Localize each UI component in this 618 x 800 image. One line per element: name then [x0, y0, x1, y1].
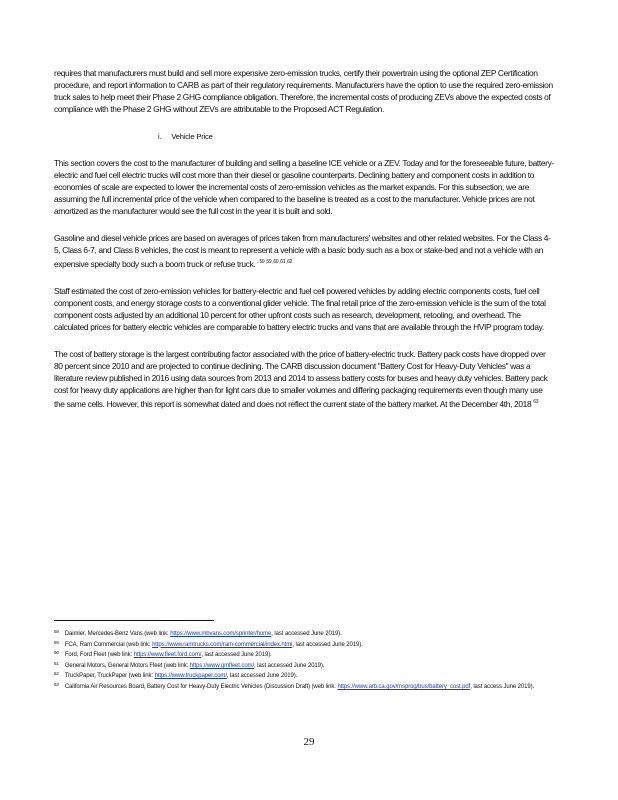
footnote-59: $^{59}$ FCA, Ram Commercial (web link: https://www.ramtrucks.com/ram-commercial/index.html, last accessed June 2019).	[54, 639, 363, 648]
footnote-61: $^{61}$ General Motors, General Motors Fleet (web link: https://www.gmfleet.com/, last accessed June 2019).	[54, 660, 325, 669]
footnotes	[54, 628, 554, 692]
footnote-62: $^{62}$ TruckPaper, TruckPaper (web link: https://www.truckpaper.com/, last accessed June 2019).	[54, 671, 298, 680]
footnote-link[interactable]: https://www.arb.ca.gov/msprog/bus/battery_cost.pdf	[337, 683, 471, 690]
paragraph-vehicle-cost: This section covers the cost to the manufacturer of building and selling a baseline ICE vehicle or a ZEV. Today and for the foreseeable future, battery-electric and fuel cell electric trucks will cost more than their diesel or gasoline counterparts. Declining battery and component costs in addition to economies of scale are expected to lower the incremental costs of zero-emission vehicles as the market expands. For this subsection, we are assuming the full incremental price of the vehicle when compared to the baseline is treated as a cost to the manufacturer. Vehicle prices are not amortized as the manufacturer would see the full cost in the year it is built and sold.	[54, 158, 554, 216]
footnote-refs-58-62[interactable]: . 59 ,59 ,60 ,61 ,62	[257, 259, 293, 265]
footnote-link[interactable]: https://www.mbvans.com/sprinter/home	[170, 631, 272, 637]
body-text	[54, 67, 554, 410]
section-subheading	[158, 132, 554, 142]
footnote-link[interactable]: https://www.truckpaper.com/	[154, 673, 227, 680]
subheading-number: i.	[158, 132, 162, 141]
paragraph-staff-estimate: Staff estimated the cost of zero-emission vehicles for battery-electric and fuel cell powered vehicles by adding electric components costs, fuel cell component costs, and energy storage costs to a conventional glider vehicle. The final retail price of the zero-emission vehicle is the sum of the total component costs adjusted by an additional 10 percent for other upfront costs such as research, development, retooling, and overhead. The calculated prices for battery electric vehicles are comparable to battery electric trucks and vans that are available through the HVIP program today.	[54, 285, 546, 332]
footnote-link[interactable]: https://www.gmfleet.com/	[189, 662, 255, 669]
paragraph-battery-storage-text: The cost of battery storage is the largest contributing factor associated with the price of battery-electric truck. Battery pack costs have dropped over 80 percent since 2010 and are projected to continue declining. The CARB discussion document "Battery Cost for Heavy-Duty Vehicles" was a literature review published in 2016 using data sources from 2013 and 2014 to assess battery costs for buses and heavy duty vehicles. Battery pack cost for heavy duty applications are higher than for light cars due to smaller volumes and differing packaging requirements even though many use the same cells. However, this report is somewhat dated and does not reflect the current state of the battery market. At the December 4th, 2018	[54, 348, 548, 409]
footnote-58: $^{58}$ Daimler, Mercedes-Benz Vans (web link: https://www.mbvans.com/sprinter/home, last accessed June 2019).	[54, 629, 342, 637]
footnote-divider	[54, 620, 214, 621]
footnote-63: $^{63}$ California Air Resources Board, Battery Cost for Heavy-Duty Electric Vehicles (Discussion Draft) (web link: https://www.arb.ca.gov/msprog/bus/battery_cost.pdf, last access June 2019).	[54, 681, 535, 690]
page-number: 29	[303, 736, 315, 748]
paragraph-battery-storage	[54, 348, 554, 410]
subheading-title: Vehicle Price	[171, 132, 213, 141]
footnote-ref-63[interactable]: 63	[533, 398, 539, 405]
paragraph-gasoline-diesel	[54, 232, 554, 270]
footnote-link[interactable]: https://www.ramtrucks.com/ram-commercial/index.html	[152, 641, 293, 648]
footnote-60: $^{60}$ Ford, Ford Fleet (web link: https://www.fleet.ford.com/, last accessed June 2019).	[54, 650, 272, 659]
footnote-link[interactable]: https://www.fleet.ford.com/	[133, 652, 202, 659]
paragraph-gasoline-diesel-text: Gasoline and diesel vehicle prices are based on averages of prices taken from manufacturers' websites and other related websites. For the Class 4-5, Class 6-7, and Class 8 vehicles, the cost is meant to represent a vehicle with a basic body such as a box or stake-bed and not a vehicle with an expensive specialty body such a boom truck or refuse truck.	[54, 233, 551, 269]
paragraph-zev-compliance: requires that manufacturers must build and sell more expensive zero-emission trucks, certify their powertrain using the optional ZEP Certification procedure, and report information to CARB as part of their regulatory requirements. Manufacturers have the option to use the required zero-emission truck sales to help meet their Phase 2 GHG compliance obligation. Therefore, the incremental costs of producing ZEVs above the expected costs of compliance with the Phase 2 GHG without ZEVs are attributable to the Proposed ACT Regulation.	[54, 68, 553, 114]
